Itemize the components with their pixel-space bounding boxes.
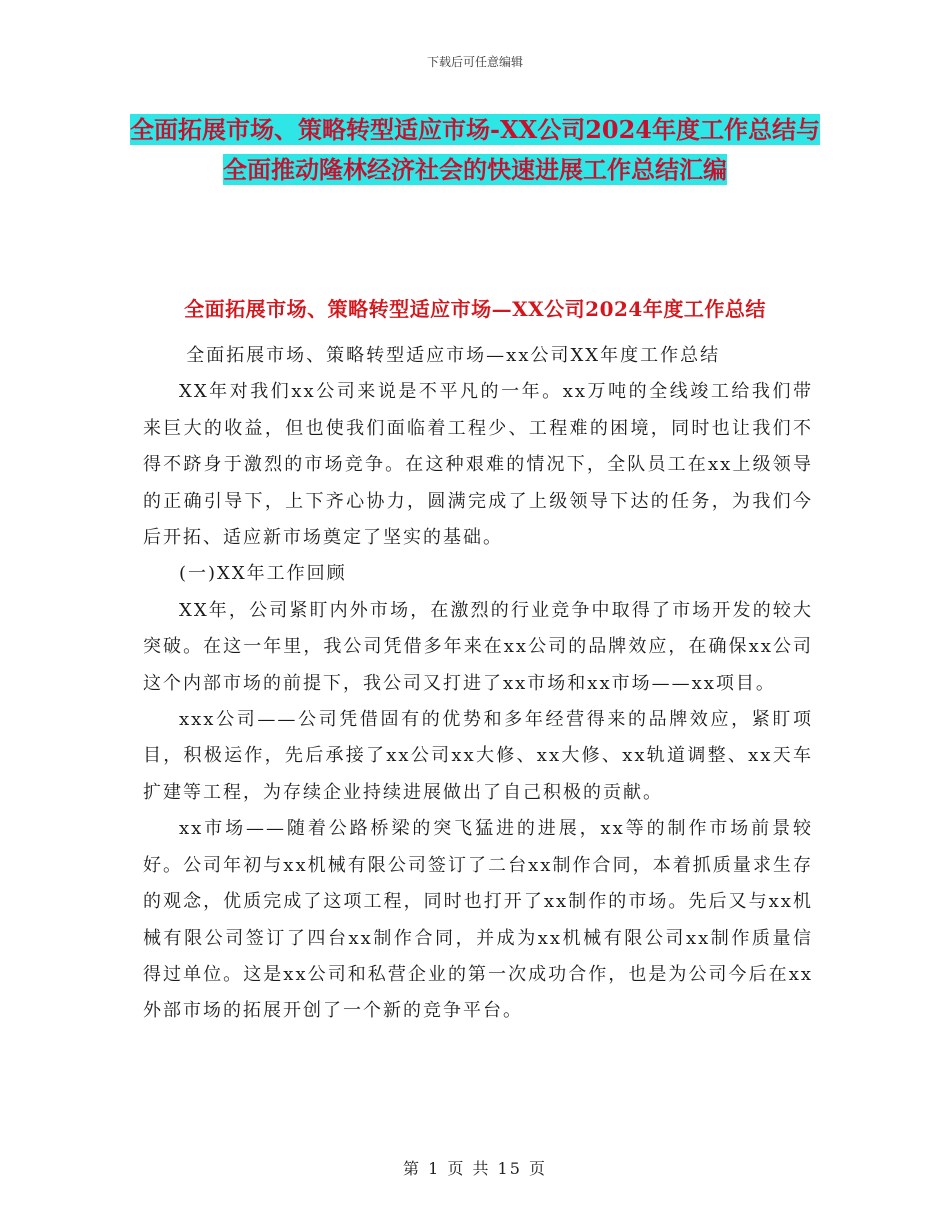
page-header-note: 下载后可任意编辑 — [426, 55, 523, 69]
body-paragraph: xxx公司——公司凭借固有的优势和多年经营得来的品牌效应，紧盯项目，积极运作，先后承接了xx公司xx大修、xx大修、xx轨道调整、xx天车扩建等工程，为存续企业持续进展做出了自己积极的贡献。 — [143, 709, 813, 803]
page-number: 第 1 页 共 15 页 — [403, 1159, 547, 1178]
body-paragraph: XX年对我们xx公司来说是不平凡的一年。xx万吨的全线竣工给我们带来巨大的收益，但也使我们面临着工程少、工程难的困境，同时也让我们不得不跻身于激烈的市场竞争。在这种艰难的情况下，全队员工在xx上级领导的正确引导下，上下齐心协力，圆满完成了上级领导下达的任务，为我们今后开拓、适应新市场奠定了坚实的基础。 — [143, 381, 813, 549]
body-paragraph: XX年，公司紧盯内外市场，在激烈的行业竞争中取得了市场开发的较大突破。在这一年里，我公司凭借多年来在xx公司的品牌效应，在确保xx公司这个内部市场的前提下，我公司又打进了xx市场和xx市场——xx项目。 — [143, 599, 813, 694]
body-paragraph: (一)XX年工作回顾 — [179, 563, 347, 585]
document-title — [130, 110, 820, 190]
body-paragraph: 全面拓展市场、策略转型适应市场—xx公司XX年度工作总结 — [186, 345, 721, 366]
section-title: 全面拓展市场、策略转型适应市场—XX公司2024年度工作总结 — [184, 297, 766, 321]
body-paragraph: xx市场——随着公路桥梁的突飞猛进的进展，xx等的制作市场前景较好。公司年初与xx机械有限公司签订了二台xx制作合同，本着抓质量求生存的观念，优质完成了这项工程，同时也打开了xx制作的市场。先后又与xx机械有限公司签订了四台xx制作合同，并成为xx机械有限公司xx制作质量信得过单位。这是xx公司和私营企业的第一次成功合作，也是为公司今后在xx外部市场的拓展开创了一个新的竞争平台。 — [143, 818, 813, 1022]
document-title-text: 全面拓展市场、策略转型适应市场-XX公司2024年度工作总结与全面推动隆林经济社会的快速进展工作总结汇编 — [130, 115, 820, 184]
document-body — [143, 338, 813, 1030]
